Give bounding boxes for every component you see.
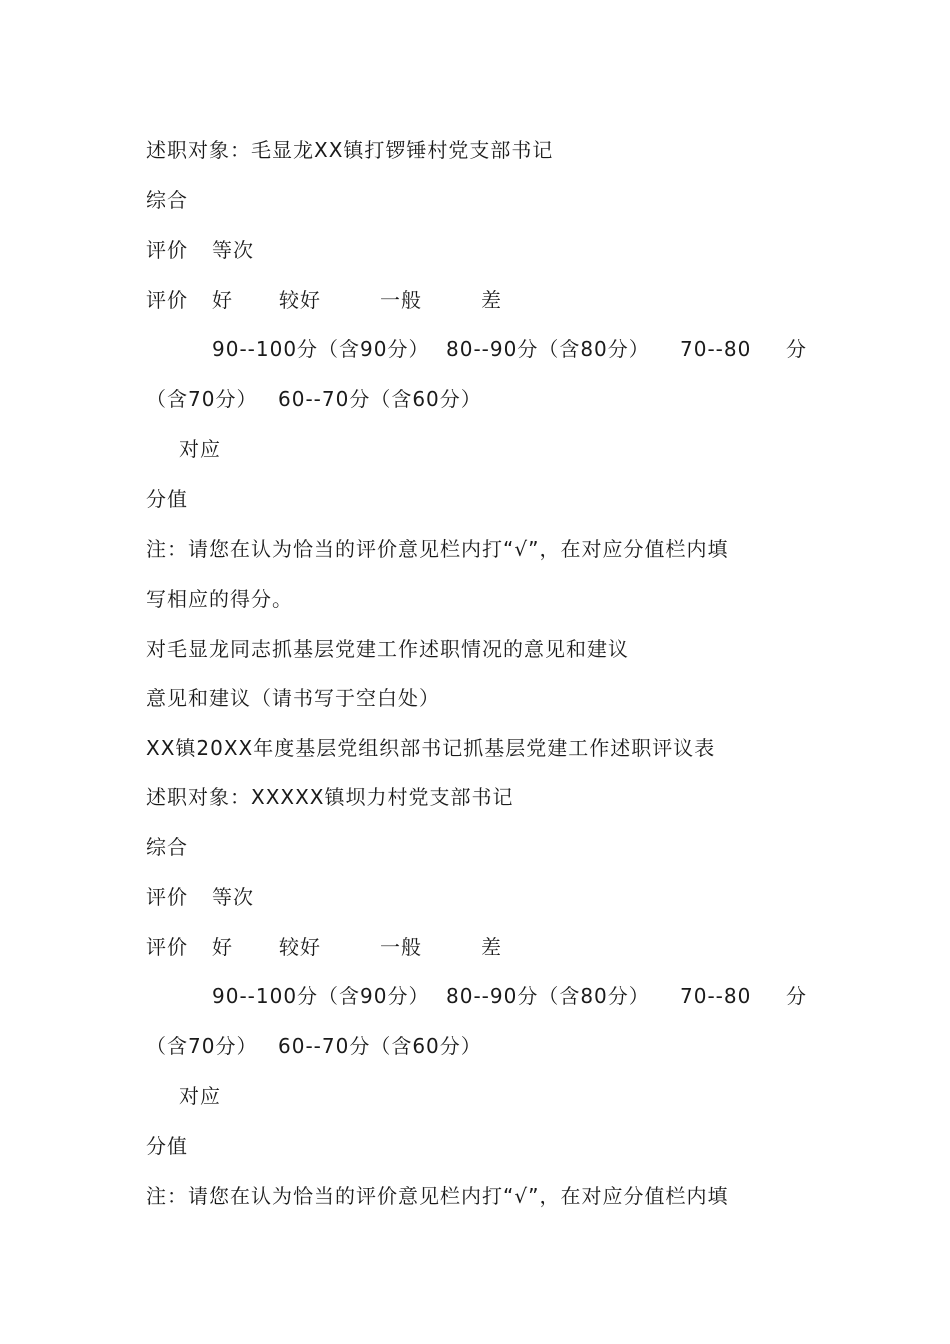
eval-label: 评价 xyxy=(146,238,188,262)
level-fair-good: 较好 xyxy=(279,935,321,959)
form-title: XX镇20XX年度基层党组织部书记抓基层党建工作述职评议表 xyxy=(146,736,716,760)
level-good: 好 xyxy=(212,935,233,959)
eval-label: 评价 xyxy=(146,935,188,959)
opinion-title: 对毛显龙同志抓基层党建工作述职情况的意见和建议 xyxy=(146,637,629,661)
level-good: 好 xyxy=(212,288,233,312)
score-range-3-note: （含70分） xyxy=(146,387,258,411)
overall-label: 综合 xyxy=(146,835,188,859)
score-range-2: 80--90分（含80分） xyxy=(446,337,650,361)
note-line: 注：请您在认为恰当的评价意见栏内打“√”，在对应分值栏内填 xyxy=(146,537,729,561)
score-range-4: 60--70分（含60分） xyxy=(278,1034,482,1058)
score-range-2: 80--90分（含80分） xyxy=(446,984,650,1008)
level-poor: 差 xyxy=(481,288,502,312)
level-fair-good: 较好 xyxy=(279,288,321,312)
score-range-3: 70--80 xyxy=(680,337,752,361)
eval-label: 评价 xyxy=(146,288,188,312)
score-range-3-note: （含70分） xyxy=(146,1034,258,1058)
note-line: 注：请您在认为恰当的评价意见栏内打“√”，在对应分值栏内填 xyxy=(146,1184,729,1208)
score-range-3: 70--80 xyxy=(680,984,752,1008)
note-line: 写相应的得分。 xyxy=(146,587,293,611)
score-range-3-unit: 分 xyxy=(786,984,807,1008)
eval-label: 评价 xyxy=(146,885,188,909)
score-range-1: 90--100分（含90分） xyxy=(212,337,430,361)
subject-line: 述职对象：XXXXX镇坝力村党支部书记 xyxy=(146,785,514,809)
score-range-4: 60--70分（含60分） xyxy=(278,387,482,411)
score-range-3-unit: 分 xyxy=(786,337,807,361)
opinion-hint: 意见和建议（请书写于空白处） xyxy=(146,686,440,710)
corresponding-label: 对应 xyxy=(179,437,221,461)
score-range-1: 90--100分（含90分） xyxy=(212,984,430,1008)
subject-line: 述职对象：毛显龙XX镇打锣锤村党支部书记 xyxy=(146,138,554,162)
grade-label: 等次 xyxy=(212,885,254,909)
level-average: 一般 xyxy=(380,935,422,959)
level-poor: 差 xyxy=(481,935,502,959)
level-average: 一般 xyxy=(380,288,422,312)
score-value-label: 分值 xyxy=(146,487,188,511)
overall-label: 综合 xyxy=(146,188,188,212)
score-value-label: 分值 xyxy=(146,1134,188,1158)
corresponding-label: 对应 xyxy=(179,1084,221,1108)
grade-label: 等次 xyxy=(212,238,254,262)
